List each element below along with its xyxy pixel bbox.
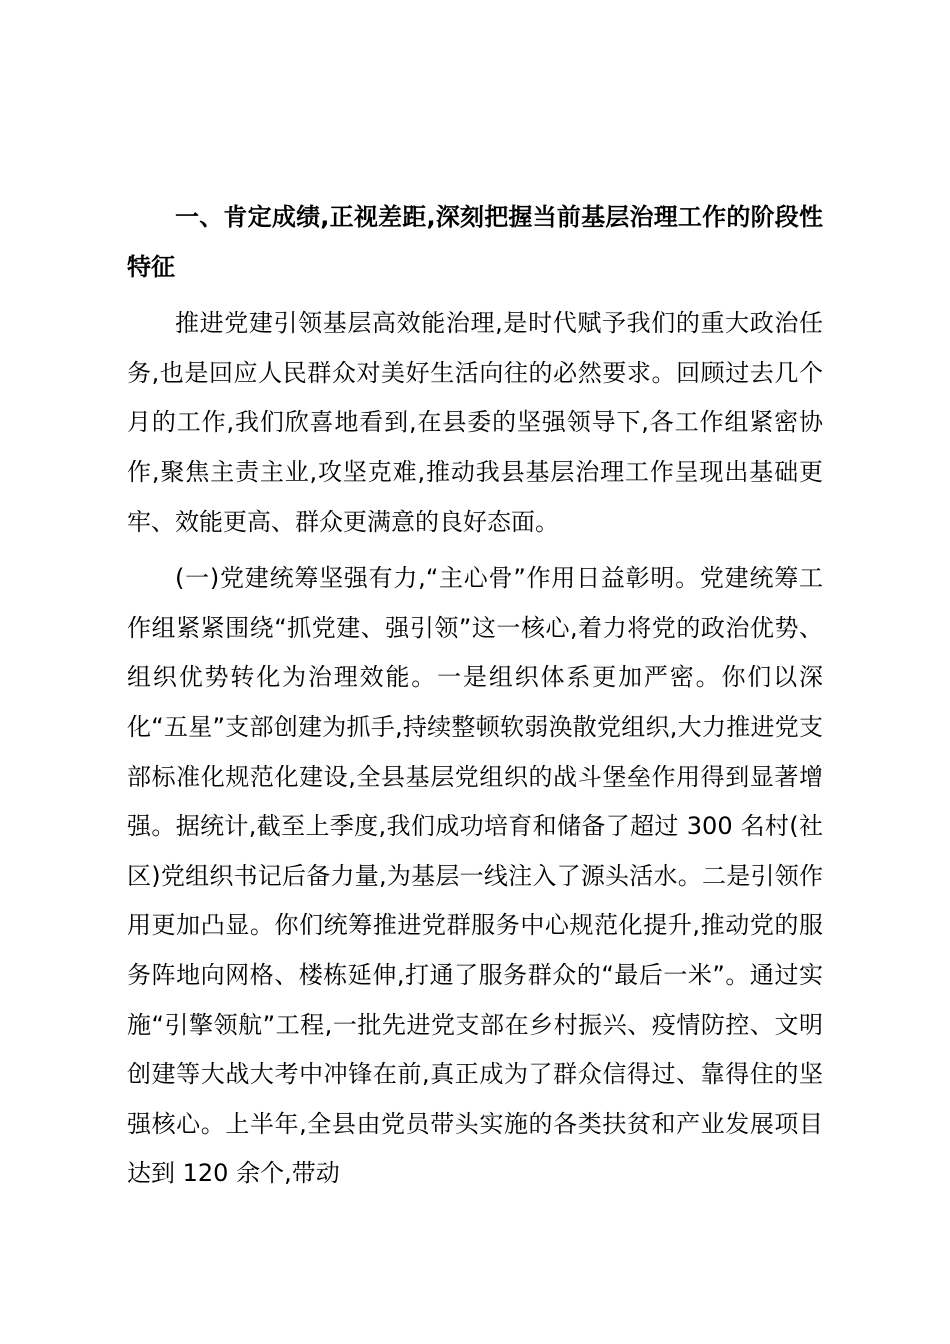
section-heading: 一、肯定成绩,正视差距,深刻把握当前基层治理工作的阶段性特征 (127, 203, 823, 281)
document-body (127, 193, 823, 1199)
intro-paragraph: 推进党建引领基层高效能治理,是时代赋予我们的重大政治任务,也是回应人民群众对美好生活向往的必然要求。回顾过去几个月的工作,我们欣喜地看到,在县委的坚强领导下,各工作组紧密协作,聚焦主责主业,攻坚克难,推动我县基层治理工作呈现出基础更牢、效能更高、群众更满意的良好态面。 (127, 309, 823, 536)
body-paragraph: (一)党建统筹坚强有力,“主心骨”作用日益彰明。党建统筹工作组紧紧围绕“抓党建、强引领”这一核心,着力将党的政治优势、组织优势转化为治理效能。一是组织体系更加严密。你们以深化“五星”支部创建为抓手,持续整顿软弱涣散党组织,大力推进党支部标准化规范化建设,全县基层党组织的战斗堡垒作用得到显著增强。据统计,截至上季度,我们成功培育和储备了超过 300 名村(社区)党组织书记后备力量,为基层一线注入了源头活水。二是引领作用更加凸显。你们统筹推进党群服务中心规范化提升,推动党的服务阵地向网格、楼栋延伸,打通了服务群众的“最后一米”。通过实施“引擎领航”工程,一批先进党支部在乡村振兴、疫情防控、文明创建等大战大考中冲锋在前,真正成为了群众信得过、靠得住的坚强核心。上半年,全县由党员带头实施的各类扶贫和产业发展项目达到 120 余个,带动 (127, 564, 823, 1188)
